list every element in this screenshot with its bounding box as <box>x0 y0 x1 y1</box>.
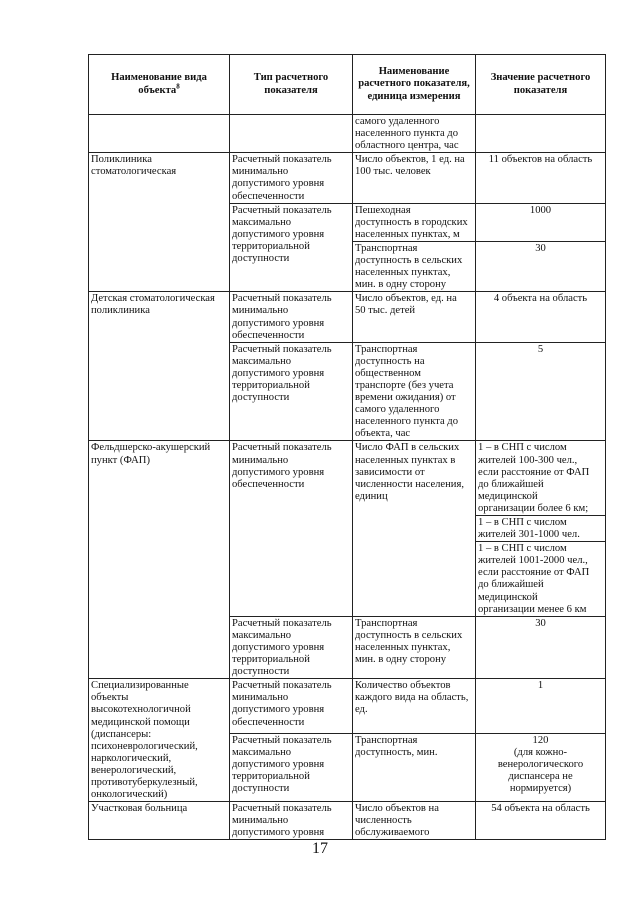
table-row <box>89 679 606 734</box>
table-cell: 5 <box>476 342 606 441</box>
table-cell: 1 – в СНП с числом жителей 100-300 чел., если расстояние от ФАП до ближайшей медицинской организации более 6 км; <box>476 441 606 516</box>
table-cell: Расчетный показатель максимально допустимого уровня территориальной доступности <box>230 734 353 802</box>
header-indicator-type: Тип расчетного показателя <box>230 55 353 115</box>
table-cell: Расчетный показатель минимально допустимого уровня обеспеченности <box>230 153 353 203</box>
table-cell: Транспортная доступность, мин. <box>353 734 476 802</box>
table-cell: Расчетный показатель минимально допустимого уровня <box>230 802 353 840</box>
table-cell: Пешеходная доступность в городских населенных пунктах, м <box>353 203 476 241</box>
table-cell: 30 <box>476 616 606 678</box>
table-row <box>89 292 606 342</box>
table-cell: самого удаленного населенного пункта до областного центра, час <box>353 115 476 153</box>
table-cell: Количество объектов каждого вида на область, ед. <box>353 679 476 734</box>
table-cell: Поликлиника стоматологическая <box>89 153 230 292</box>
header-object-type: Наименование вида объекта$^8$ <box>89 55 230 115</box>
table-cell: Расчетный показатель минимально допустимого уровня обеспеченности <box>230 679 353 734</box>
table-cell: 1 <box>476 679 606 734</box>
table-cell: Число объектов, 1 ед. на 100 тыс. человек <box>353 153 476 203</box>
table-cell: Число объектов на численность обслуживаемого <box>353 802 476 840</box>
table-cell: 1 – в СНП с числом жителей 1001-2000 чел., если расстояние от ФАП до ближайшей медицинской организации менее 6 км <box>476 542 606 617</box>
table-cell: Фельдшерско-акушерский пункт (ФАП) <box>89 441 230 679</box>
table-cell: 1000 <box>476 203 606 241</box>
header-indicator-name: Наименование расчетного показателя, единица измерения <box>353 55 476 115</box>
table-cell: Участковая больница <box>89 802 230 840</box>
table-cell: 11 объектов на область <box>476 153 606 203</box>
table-cell: Расчетный показатель максимально допустимого уровня территориальной доступности <box>230 616 353 678</box>
table-cell: Детская стоматологическая поликлиника <box>89 292 230 441</box>
table-cell: 30 <box>476 241 606 291</box>
page-number: 17 <box>312 840 328 857</box>
table-cell: Расчетный показатель минимально допустимого уровня обеспеченности <box>230 441 353 616</box>
table-row <box>89 115 606 153</box>
table-cell: Число объектов, ед. на 50 тыс. детей <box>353 292 476 342</box>
table-row <box>89 441 606 516</box>
table-cell: Специализированные объекты высокотехнологичной медицинской помощи (диспансеры: психоневрологический, наркологический, венерологический, противотуберкулезный, онкологический) <box>89 679 230 802</box>
table-cell: 1 – в СНП с числом жителей 301-1000 чел. <box>476 516 606 542</box>
table-cell: 120 (для кожно- венерологического диспансера не нормируется) <box>476 734 606 802</box>
table-row <box>89 802 606 840</box>
table-cell: Транспортная доступность на общественном транспорте (без учета времени ожидания) от самого удаленного населенного пункта до объекта, час <box>353 342 476 441</box>
table-cell: Число ФАП в сельских населенных пунктах в зависимости от численности населения, единиц <box>353 441 476 616</box>
indicators-table <box>88 54 606 840</box>
table-cell: Транспортная доступность в сельских населенных пунктах, мин. в одну сторону <box>353 616 476 678</box>
table-cell: 4 объекта на область <box>476 292 606 342</box>
table-cell: Расчетный показатель максимально допустимого уровня территориальной доступности <box>230 342 353 441</box>
table-row <box>89 153 606 203</box>
table-cell: 54 объекта на область <box>476 802 606 840</box>
table-cell: Расчетный показатель минимально допустимого уровня обеспеченности <box>230 292 353 342</box>
table-header-row <box>89 55 606 115</box>
table-cell: Расчетный показатель максимально допустимого уровня территориальной доступности <box>230 203 353 292</box>
header-indicator-value: Значение расчетного показателя <box>476 55 606 115</box>
table-cell: Транспортная доступность в сельских населенных пунктах, мин. в одну сторону <box>353 241 476 291</box>
